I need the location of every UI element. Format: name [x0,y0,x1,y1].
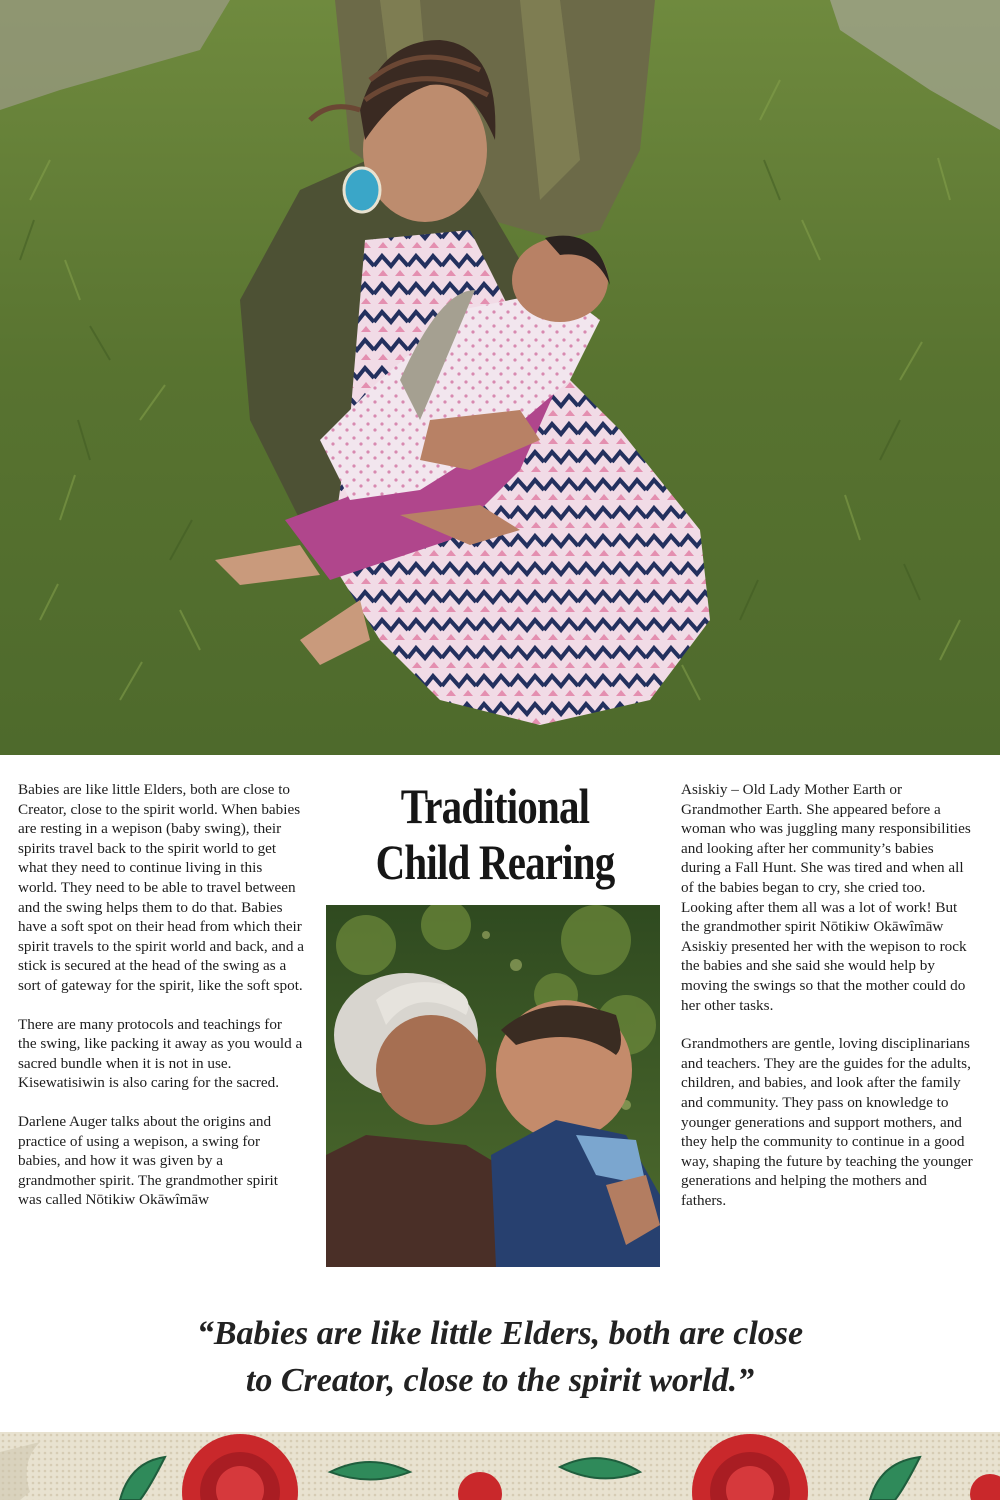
quote-line-1: “Babies are like little Elders, both are close [196,1315,804,1352]
title-line-2: Child Rearing [375,834,615,890]
right-paragraph-1: Asiskiy – Old Lady Mother Earth or Grandmother Earth. She appeared before a woman who was juggling many responsibilities and looking after her community’s babies during a Fall Hunt. She was tired and when all of the babies began to cry, she cried too. Looking after them all was a lot of work! But the grandmother spirit Nōtikiw Okāwîmāw Asiskiy presented her with the wepison to rock the babies and she said she would help by moving the swings so that the mother could do her other tasks. [681,781,971,1014]
pull-quote [0,1310,1000,1404]
beadwork-border [0,1432,1000,1500]
inset-photo-illustration [326,905,660,1267]
quote-line-2: to Creator, close to the spirit world.” [245,1362,755,1399]
beadwork-illustration [0,1432,1000,1500]
left-paragraph-2: There are many protocols and teachings for the swing, like packing it away as you would a sacred bundle when it is not in use. Kisewatisiwin is also caring for the sacred. [18,1015,303,1092]
right-column [681,780,973,1229]
left-column [18,780,304,1229]
page-title [356,778,635,890]
left-paragraph-3: Darlene Auger talks about the origins and practice of using a wepison, a swing for babies, and how it was given by a grandmother spirit. The grandmother spirit was called Nōtikiw Okāwîmāw [18,1112,278,1209]
right-paragraph-2: Grandmothers are gentle, loving disciplinarians and teachers. They are the guides for the adults, children, and babies, and look after the family and community. They pass on knowledge to younger generations and support mothers, and they help the community to continue in a good way, shaping the future by teaching the younger generations and helping the mothers and fathers. [681,1035,973,1209]
left-paragraph-1: Babies are like little Elders, both are close to Creator, close to the spirit world. When babies are resting in a wepison (baby swing), their spirits travel back to the spirit world to get what they need to continue living in this world. They need to be able to travel between and the swing helps them to do that. Babies have a soft spot on their head from which their spirit travels to the spirit world and back, and a stick is secured at the head of the swing as a sort of gateway for the spirit, like the soft spot. [18,781,304,994]
title-line-1: Traditional [400,778,590,834]
inset-photo [326,905,660,1267]
